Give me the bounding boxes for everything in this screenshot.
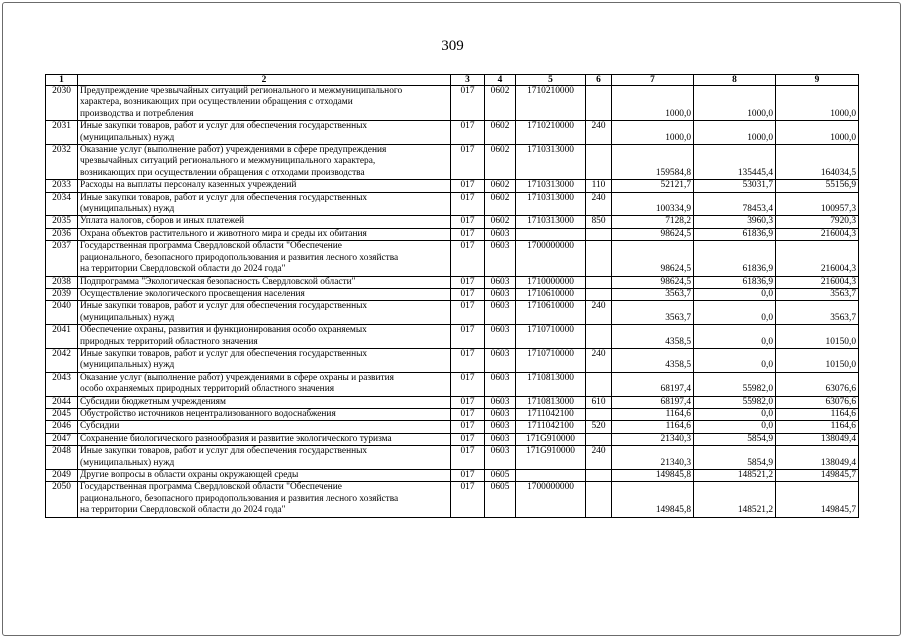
cell-value-9: 1164,6 [776, 421, 859, 433]
cell-target: 1710313000 [516, 216, 586, 228]
cell-expense-type [586, 482, 612, 517]
cell-target: 1710710000 [516, 325, 586, 349]
row-name [78, 192, 451, 216]
cell-value-7: 7128,2 [612, 216, 694, 228]
row-name [78, 86, 451, 121]
cell-value-9: 63076,6 [776, 372, 859, 396]
cell-expense-type: 240 [586, 121, 612, 145]
row-name [78, 482, 451, 517]
row-name [78, 180, 451, 192]
row-number: 2045 [46, 408, 78, 420]
cell-value-9: 138049,4 [776, 433, 859, 445]
row-name-line: (муниципальных) нужд [80, 457, 175, 468]
row-name-line: Обустройство источников нецентрализованного водоснабжения [80, 408, 336, 419]
cell-target: 1710610000 [516, 288, 586, 300]
cell-gr: 017 [451, 288, 485, 300]
cell-value-9: 138049,4 [776, 446, 859, 470]
row-name-line: чрезвычайных ситуаций регионального и межмуниципального характера, [80, 156, 376, 167]
table-row [46, 421, 859, 433]
cell-value-7: 1164,6 [612, 421, 694, 433]
col-header: 4 [485, 75, 516, 86]
row-name [78, 241, 451, 276]
cell-value-8: 1000,0 [694, 121, 776, 145]
row-name-line: на территории Свердловской области до 2024 года" [80, 264, 286, 275]
row-name-line: Иные закупки товаров, работ и услуг для обеспечения государственных [80, 301, 368, 312]
cell-expense-type [586, 228, 612, 240]
cell-target: 1711042100 [516, 421, 586, 433]
row-number: 2047 [46, 433, 78, 445]
cell-value-8: 55982,0 [694, 396, 776, 408]
cell-value-7: 68197,4 [612, 372, 694, 396]
table-row [46, 86, 859, 121]
row-name-line: Расходы на выплаты персоналу казенных учреждений [80, 180, 297, 191]
cell-expense-type: 110 [586, 180, 612, 192]
cell-expense-type: 240 [586, 192, 612, 216]
row-number: 2050 [46, 482, 78, 517]
row-name [78, 288, 451, 300]
cell-target: 1710000000 [516, 276, 586, 288]
table-row [46, 192, 859, 216]
row-number: 2035 [46, 216, 78, 228]
cell-value-8: 53031,7 [694, 180, 776, 192]
cell-value-9: 216004,3 [776, 241, 859, 276]
cell-value-8: 148521,2 [694, 470, 776, 482]
cell-gr: 017 [451, 192, 485, 216]
row-number: 2041 [46, 325, 78, 349]
row-name-line: Другие вопросы в области охраны окружающей среды [80, 470, 299, 480]
cell-gr: 017 [451, 216, 485, 228]
cell-expense-type: 240 [586, 301, 612, 325]
cell-section: 0603 [485, 301, 516, 325]
row-name-line: природных территорий областного значения [80, 336, 258, 347]
cell-section: 0605 [485, 482, 516, 517]
row-name-line: Оказание услуг (выполнение работ) учреждениями в сфере охраны и развития [80, 372, 394, 383]
cell-value-8: 148521,2 [694, 482, 776, 517]
row-name-line: Иные закупки товаров, работ и услуг для обеспечения государственных [80, 121, 368, 132]
cell-value-8: 135445,4 [694, 145, 776, 180]
cell-section: 0603 [485, 446, 516, 470]
cell-value-8: 3960,3 [694, 216, 776, 228]
cell-target: 1710313000 [516, 192, 586, 216]
row-name-line: Осуществление экологического просвещения населения [80, 288, 305, 299]
cell-value-8: 5854,9 [694, 433, 776, 445]
table-row [46, 408, 859, 420]
table-row [46, 372, 859, 396]
row-name [78, 325, 451, 349]
cell-expense-type: 850 [586, 216, 612, 228]
cell-expense-type [586, 288, 612, 300]
cell-gr: 017 [451, 228, 485, 240]
row-name-line: Оказание услуг (выполнение работ) учреждениями в сфере предупреждения [80, 145, 387, 156]
row-name-line: Иные закупки товаров, работ и услуг для обеспечения государственных [80, 348, 368, 359]
row-number: 2038 [46, 276, 78, 288]
cell-expense-type [586, 325, 612, 349]
cell-value-7: 98624,5 [612, 228, 694, 240]
cell-value-8: 78453,4 [694, 192, 776, 216]
row-name-line: особо охраняемых природных территорий областного значения [80, 384, 335, 395]
cell-gr: 017 [451, 145, 485, 180]
cell-section: 0602 [485, 121, 516, 145]
cell-section: 0602 [485, 180, 516, 192]
cell-expense-type [586, 372, 612, 396]
cell-target: 1710210000 [516, 121, 586, 145]
cell-section: 0602 [485, 86, 516, 121]
row-name-line: (муниципальных) нужд [80, 132, 175, 143]
cell-value-7: 100334,9 [612, 192, 694, 216]
cell-section: 0602 [485, 192, 516, 216]
cell-expense-type [586, 276, 612, 288]
cell-value-9: 216004,3 [776, 228, 859, 240]
cell-target: 1711042100 [516, 408, 586, 420]
cell-value-9: 216004,3 [776, 276, 859, 288]
row-number: 2049 [46, 470, 78, 482]
row-name [78, 216, 451, 228]
cell-value-7: 1000,0 [612, 86, 694, 121]
cell-value-8: 0,0 [694, 408, 776, 420]
table-row [46, 482, 859, 517]
row-name [78, 396, 451, 408]
row-name-line: Субсидии [80, 421, 120, 432]
cell-value-9: 10150,0 [776, 348, 859, 372]
cell-value-9: 1000,0 [776, 86, 859, 121]
cell-section: 0603 [485, 396, 516, 408]
page-number: 309 [441, 38, 464, 54]
header-row [46, 75, 859, 86]
cell-expense-type [586, 86, 612, 121]
cell-expense-type: 240 [586, 348, 612, 372]
table-row [46, 288, 859, 300]
cell-target: 1700000000 [516, 482, 586, 517]
cell-section: 0603 [485, 408, 516, 420]
cell-gr: 017 [451, 121, 485, 145]
cell-gr: 017 [451, 372, 485, 396]
row-name-line: на территории Свердловской области до 2024 года" [80, 505, 286, 516]
row-name [78, 145, 451, 180]
cell-target: 1710813000 [516, 372, 586, 396]
cell-section: 0603 [485, 228, 516, 240]
cell-value-8: 5854,9 [694, 446, 776, 470]
row-name [78, 372, 451, 396]
row-name-line: рационального, безопасного природопользования и развития лесного хозяйства [80, 252, 399, 263]
cell-target [516, 470, 586, 482]
table-row [46, 121, 859, 145]
cell-target: 1710710000 [516, 348, 586, 372]
table-row [46, 241, 859, 276]
cell-gr: 017 [451, 180, 485, 192]
row-name [78, 276, 451, 288]
cell-value-8: 0,0 [694, 421, 776, 433]
cell-value-9: 1000,0 [776, 121, 859, 145]
cell-target: 1700000000 [516, 241, 586, 276]
cell-target: 1710813000 [516, 396, 586, 408]
cell-value-9: 149845,7 [776, 470, 859, 482]
cell-expense-type [586, 470, 612, 482]
budget-table [45, 74, 859, 518]
cell-gr: 017 [451, 241, 485, 276]
table-row [46, 216, 859, 228]
cell-value-9: 3563,7 [776, 288, 859, 300]
cell-gr: 017 [451, 482, 485, 517]
cell-value-7: 4358,5 [612, 325, 694, 349]
row-name [78, 228, 451, 240]
row-name-line: (муниципальных) нужд [80, 360, 175, 371]
cell-value-9: 3563,7 [776, 301, 859, 325]
row-number: 2043 [46, 372, 78, 396]
table-body [46, 75, 859, 518]
cell-target: 1710210000 [516, 86, 586, 121]
row-name-line: возникающих при осуществлении обращения с отходами производства [80, 167, 365, 178]
row-name-line: Субсидии бюджетным учреждениям [80, 396, 226, 407]
row-number: 2046 [46, 421, 78, 433]
cell-target: 1710313000 [516, 180, 586, 192]
cell-value-7: 149845,8 [612, 470, 694, 482]
row-number: 2034 [46, 192, 78, 216]
row-name-line: Государственная программа Свердловской области "Обеспечение [80, 241, 342, 252]
cell-value-9: 1164,6 [776, 408, 859, 420]
row-name-line: Иные закупки товаров, работ и услуг для обеспечения государственных [80, 446, 368, 457]
table-row [46, 276, 859, 288]
table-row [46, 433, 859, 445]
cell-section: 0603 [485, 288, 516, 300]
cell-value-8: 61836,9 [694, 241, 776, 276]
cell-expense-type: 240 [586, 446, 612, 470]
cell-value-8: 0,0 [694, 348, 776, 372]
row-name-line: Государственная программа Свердловской области "Обеспечение [80, 482, 342, 493]
cell-target: 1710313000 [516, 145, 586, 180]
cell-value-7: 68197,4 [612, 396, 694, 408]
cell-value-7: 1000,0 [612, 121, 694, 145]
cell-value-7: 3563,7 [612, 288, 694, 300]
cell-value-8: 0,0 [694, 288, 776, 300]
cell-gr: 017 [451, 446, 485, 470]
cell-value-7: 98624,5 [612, 276, 694, 288]
row-name-line: характера, возникающих при осуществлении обращения с отходами [80, 97, 353, 108]
cell-gr: 017 [451, 421, 485, 433]
cell-section: 0603 [485, 433, 516, 445]
table-row [46, 446, 859, 470]
cell-target: 171G910000 [516, 446, 586, 470]
cell-expense-type [586, 241, 612, 276]
row-name [78, 121, 451, 145]
cell-value-9: 164034,5 [776, 145, 859, 180]
row-number: 2042 [46, 348, 78, 372]
row-name [78, 301, 451, 325]
cell-value-7: 3563,7 [612, 301, 694, 325]
cell-gr: 017 [451, 470, 485, 482]
cell-value-7: 159584,8 [612, 145, 694, 180]
table-row [46, 228, 859, 240]
cell-value-7: 21340,3 [612, 446, 694, 470]
cell-value-7: 1164,6 [612, 408, 694, 420]
row-number: 2044 [46, 396, 78, 408]
cell-expense-type: 520 [586, 421, 612, 433]
col-header: 6 [586, 75, 612, 86]
cell-gr: 017 [451, 433, 485, 445]
cell-value-7: 21340,3 [612, 433, 694, 445]
cell-gr: 017 [451, 325, 485, 349]
cell-section: 0603 [485, 241, 516, 276]
cell-value-7: 52121,7 [612, 180, 694, 192]
row-name-line: (муниципальных) нужд [80, 312, 175, 323]
cell-value-8: 61836,9 [694, 276, 776, 288]
cell-gr: 017 [451, 301, 485, 325]
row-number: 2037 [46, 241, 78, 276]
row-name-line: Подпрограмма "Экологическая безопасность Свердловской области" [80, 276, 356, 287]
row-name-line: Уплата налогов, сборов и иных платежей [80, 216, 245, 227]
col-header: 9 [776, 75, 859, 86]
cell-expense-type [586, 433, 612, 445]
cell-value-8: 0,0 [694, 325, 776, 349]
cell-value-9: 7920,3 [776, 216, 859, 228]
cell-value-7: 4358,5 [612, 348, 694, 372]
cell-expense-type [586, 408, 612, 420]
cell-gr: 017 [451, 86, 485, 121]
row-name-line: Охрана объектов растительного и животного мира и среды их обитания [80, 228, 367, 239]
table-row [46, 180, 859, 192]
cell-expense-type: 610 [586, 396, 612, 408]
cell-section: 0603 [485, 348, 516, 372]
col-header: 1 [46, 75, 78, 86]
row-name [78, 348, 451, 372]
row-number: 2048 [46, 446, 78, 470]
cell-value-7: 98624,5 [612, 241, 694, 276]
row-name-line: Обеспечение охраны, развития и функционирования особо охраняемых [80, 325, 367, 336]
cell-section: 0603 [485, 325, 516, 349]
cell-value-8: 55982,0 [694, 372, 776, 396]
cell-value-9: 149845,7 [776, 482, 859, 517]
cell-gr: 017 [451, 348, 485, 372]
row-number: 2032 [46, 145, 78, 180]
row-number: 2040 [46, 301, 78, 325]
row-number: 2030 [46, 86, 78, 121]
cell-expense-type [586, 145, 612, 180]
cell-value-8: 0,0 [694, 301, 776, 325]
cell-gr: 017 [451, 396, 485, 408]
row-number: 2033 [46, 180, 78, 192]
cell-value-9: 55156,9 [776, 180, 859, 192]
row-name [78, 408, 451, 420]
table-row [46, 145, 859, 180]
cell-target: 1710610000 [516, 301, 586, 325]
row-number: 2039 [46, 288, 78, 300]
table-row [46, 470, 859, 482]
col-header: 7 [612, 75, 694, 86]
cell-value-8: 61836,9 [694, 228, 776, 240]
cell-value-9: 100957,3 [776, 192, 859, 216]
cell-target [516, 228, 586, 240]
cell-section: 0603 [485, 372, 516, 396]
cell-value-8: 1000,0 [694, 86, 776, 121]
cell-target: 171G910000 [516, 433, 586, 445]
col-header: 3 [451, 75, 485, 86]
col-header: 2 [78, 75, 451, 86]
row-name-line: рационального, безопасного природопользования и развития лесного хозяйства [80, 493, 399, 504]
cell-value-9: 63076,6 [776, 396, 859, 408]
table-row [46, 301, 859, 325]
cell-section: 0602 [485, 216, 516, 228]
cell-gr: 017 [451, 408, 485, 420]
row-name [78, 421, 451, 433]
row-name-line: Сохранение биологического разнообразия и развитие экологического туризма [80, 433, 392, 444]
cell-section: 0602 [485, 145, 516, 180]
cell-section: 0603 [485, 421, 516, 433]
cell-section: 0603 [485, 276, 516, 288]
row-number: 2031 [46, 121, 78, 145]
row-name [78, 446, 451, 470]
row-name-line: производства и потребления [80, 108, 194, 119]
row-name [78, 470, 451, 482]
table-row [46, 348, 859, 372]
col-header: 8 [694, 75, 776, 86]
table-row [46, 325, 859, 349]
cell-value-7: 149845,8 [612, 482, 694, 517]
cell-gr: 017 [451, 276, 485, 288]
table-row [46, 396, 859, 408]
row-name-line: Предупреждение чрезвычайных ситуаций регионального и межмуниципального [80, 86, 403, 96]
row-number: 2036 [46, 228, 78, 240]
row-name-line: (муниципальных) нужд [80, 204, 175, 215]
cell-section: 0605 [485, 470, 516, 482]
cell-value-9: 10150,0 [776, 325, 859, 349]
col-header: 5 [516, 75, 586, 86]
row-name [78, 433, 451, 445]
row-name-line: Иные закупки товаров, работ и услуг для обеспечения государственных [80, 192, 368, 203]
